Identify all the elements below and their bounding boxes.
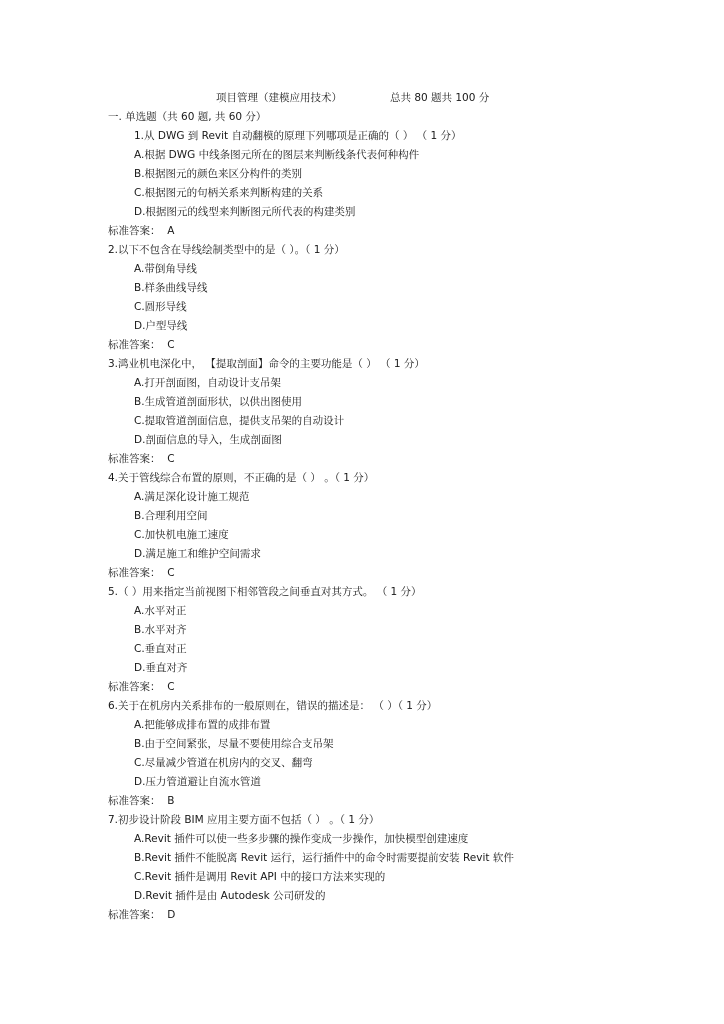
answer-value: C — [167, 339, 175, 351]
question-1-option-d: D.根据图元的线型来判断图元所代表的构建类别 — [134, 206, 356, 218]
question-5-option-d: D.垂直对齐 — [134, 662, 188, 674]
question-3-option-b: B.生成管道剖面形状，以供出图使用 — [134, 396, 303, 408]
question-6-answer — [108, 794, 174, 808]
answer-label: 标准答案： — [108, 225, 161, 237]
document-title — [216, 91, 489, 105]
answer-label: 标准答案： — [108, 909, 161, 921]
question-5-answer — [108, 680, 175, 694]
question-6: 6.关于在机房内关系排布的一般原则在，错误的描述是： （ ）（ 1 分） — [108, 700, 438, 712]
question-1-option-c: C.根据图元的句柄关系来判断构建的关系 — [134, 187, 324, 199]
answer-value: B — [167, 795, 175, 807]
question-6-option-c: C.尽量减少管道在机房内的交叉、翻弯 — [134, 757, 313, 769]
question-2-option-c: C.圆形导线 — [134, 301, 187, 313]
question-3-option-a: A.打开剖面图，自动设计支吊架 — [134, 377, 281, 389]
question-5: 5.（ ）用来指定当前视图下相邻管段之间垂直对其方式。 （ 1 分） — [108, 586, 422, 598]
question-1-answer — [108, 224, 174, 238]
answer-label: 标准答案： — [108, 795, 161, 807]
question-1-option-a: A.根据 DWG 中线条图元所在的图层来判断线条代表何种构件 — [134, 149, 420, 161]
question-3-option-c: C.提取管道剖面信息，提供支吊架的自动设计 — [134, 415, 345, 427]
question-3-option-d: D.剖面信息的导入，生成剖面图 — [134, 434, 282, 446]
question-6-option-a: A.把能够成排布置的成排布置 — [134, 719, 271, 731]
question-4-option-c: C.加快机电施工速度 — [134, 529, 229, 541]
question-4-option-a: A.满足深化设计施工规范 — [134, 491, 250, 503]
question-7-option-a: A.Revit 插件可以使一些多步骤的操作变成一步操作，加快模型创建速度 — [134, 833, 469, 845]
exam-summary: 总共 80 题共 100 分 — [390, 92, 490, 104]
answer-value: C — [167, 681, 175, 693]
question-6-option-b: B.由于空间紧张，尽量不要使用综合支吊架 — [134, 738, 334, 750]
question-1: 1.从 DWG 到 Revit 自动翻模的原理下列哪项是正确的（ ） （ 1 分） — [134, 130, 462, 142]
answer-value: A — [167, 225, 175, 237]
question-2: 2.以下不包含在导线绘制类型中的是（ ）。（ 1 分） — [108, 244, 345, 256]
exam-title: 项目管理（建模应用技术） — [216, 92, 342, 104]
answer-value: C — [167, 453, 175, 465]
section-heading: 一. 单选题（共 60 题, 共 60 分） — [108, 111, 267, 123]
question-1-option-b: B.根据图元的颜色来区分构件的类别 — [134, 168, 303, 180]
question-3: 3.鸿业机电深化中， 【提取剖面】命令的主要功能是（ ） （ 1 分） — [108, 358, 425, 370]
question-6-option-d: D.压力管道避让自流水管道 — [134, 776, 261, 788]
answer-label: 标准答案： — [108, 453, 161, 465]
question-3-answer — [108, 452, 175, 466]
question-5-option-a: A.水平对正 — [134, 605, 187, 617]
question-4-option-b: B.合理利用空间 — [134, 510, 208, 522]
question-2-answer — [108, 338, 175, 352]
question-7: 7.初步设计阶段 BIM 应用主要方面不包括（ ） 。（ 1 分） — [108, 814, 380, 826]
answer-label: 标准答案： — [108, 567, 161, 579]
question-2-option-b: B.样条曲线导线 — [134, 282, 208, 294]
question-7-answer — [108, 908, 175, 922]
question-4: 4.关于管线综合布置的原则，不正确的是（ ） 。（ 1 分） — [108, 472, 375, 484]
answer-value: D — [167, 909, 176, 921]
question-4-option-d: D.满足施工和维护空间需求 — [134, 548, 261, 560]
question-2-option-a: A.带倒角导线 — [134, 263, 197, 275]
question-7-option-d: D.Revit 插件是由 Autodesk 公司研发的 — [134, 890, 326, 902]
question-4-answer — [108, 566, 175, 580]
answer-label: 标准答案： — [108, 681, 161, 693]
answer-value: C — [167, 567, 175, 579]
question-7-option-c: C.Revit 插件是调用 Revit API 中的接口方法来实现的 — [134, 871, 386, 883]
question-7-option-b: B.Revit 插件不能脱离 Revit 运行，运行插件中的命令时需要提前安装 Revit 软件 — [134, 852, 514, 864]
answer-label: 标准答案： — [108, 339, 161, 351]
question-5-option-b: B.水平对齐 — [134, 624, 187, 636]
question-2-option-d: D.户型导线 — [134, 320, 188, 332]
question-5-option-c: C.垂直对正 — [134, 643, 187, 655]
